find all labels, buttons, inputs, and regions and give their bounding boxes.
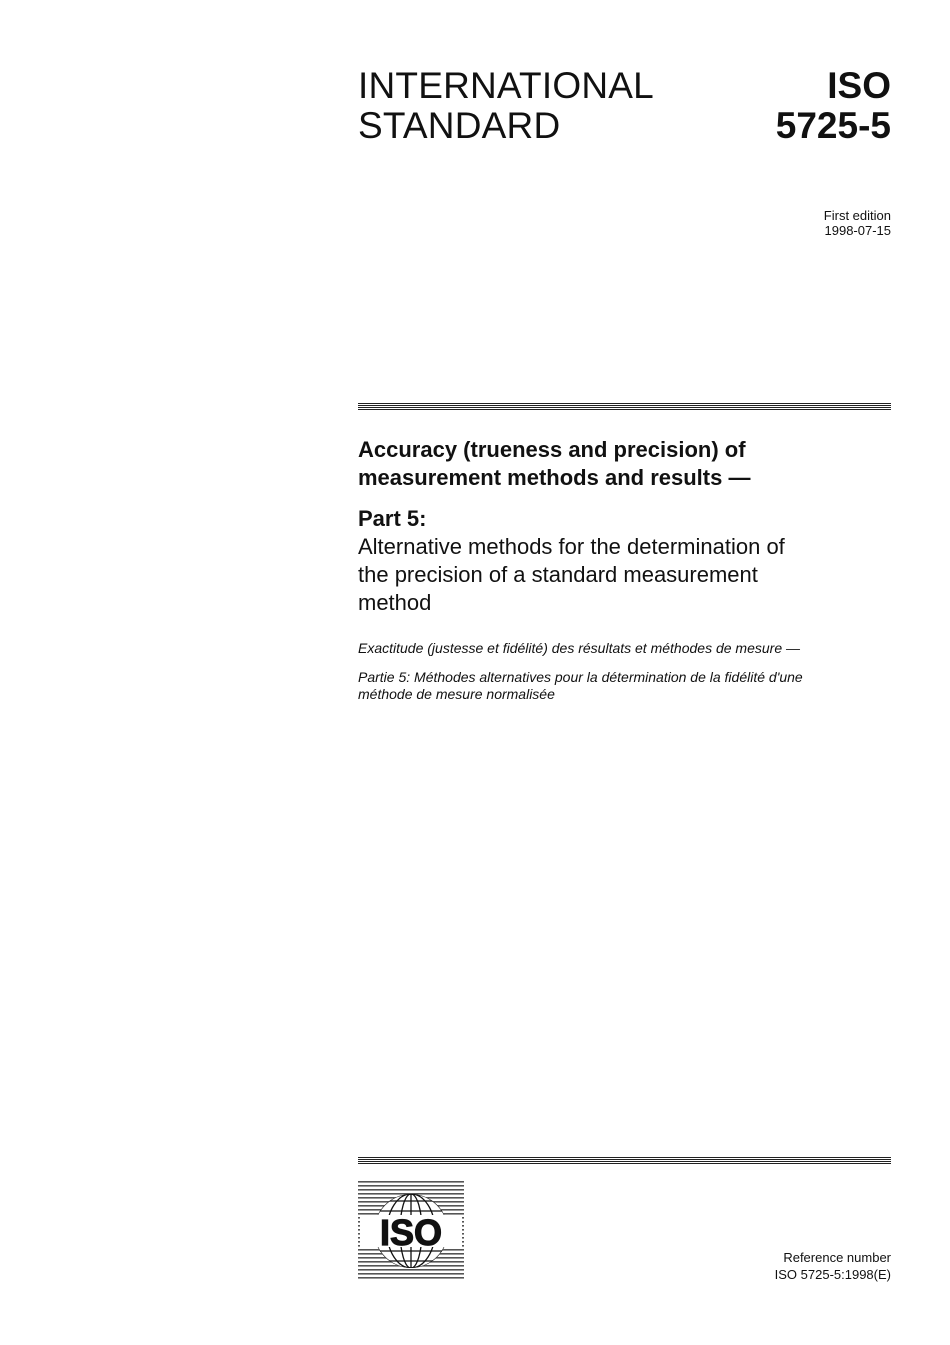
part-heading: Part 5: [358,506,427,531]
top-divider [358,403,891,410]
edition-info [824,208,891,238]
french-part-line1: Partie 5: Méthodes alternatives pour la détermination de la fidélité d'une [358,669,803,685]
part-subtitle-line2: the precision of a standard measurement [358,562,758,587]
edition-date: 1998-07-15 [824,223,891,238]
english-title [358,436,898,492]
standard-number: 5725-5 [775,105,891,146]
english-title-line2: measurement methods and results — [358,465,751,490]
document-type-line2: STANDARD [358,105,561,146]
part-subtitle-line3: method [358,590,432,615]
reference-label: Reference number [783,1250,891,1265]
iso-logo-text: ISO [379,1212,443,1253]
french-part-title [358,669,878,703]
standard-org: ISO [827,65,891,106]
english-title-line1: Accuracy (trueness and precision) of [358,437,746,462]
reference-number-block [775,1249,891,1283]
french-title: Exactitude (justesse et fidélité) des résultats et méthodes de mesure — [358,640,800,656]
iso-globe-logo [358,1181,464,1281]
part-subtitle [358,533,878,617]
part-subtitle-line1: Alternative methods for the determination of [358,534,785,559]
document-type [358,66,654,146]
french-part-line2: méthode de mesure normalisée [358,686,555,702]
standard-identifier [776,66,891,146]
document-type-line1: INTERNATIONAL [358,65,654,106]
edition-label: First edition [823,208,891,223]
bottom-divider [358,1157,891,1164]
reference-value: ISO 5725-5:1998(E) [774,1267,891,1282]
